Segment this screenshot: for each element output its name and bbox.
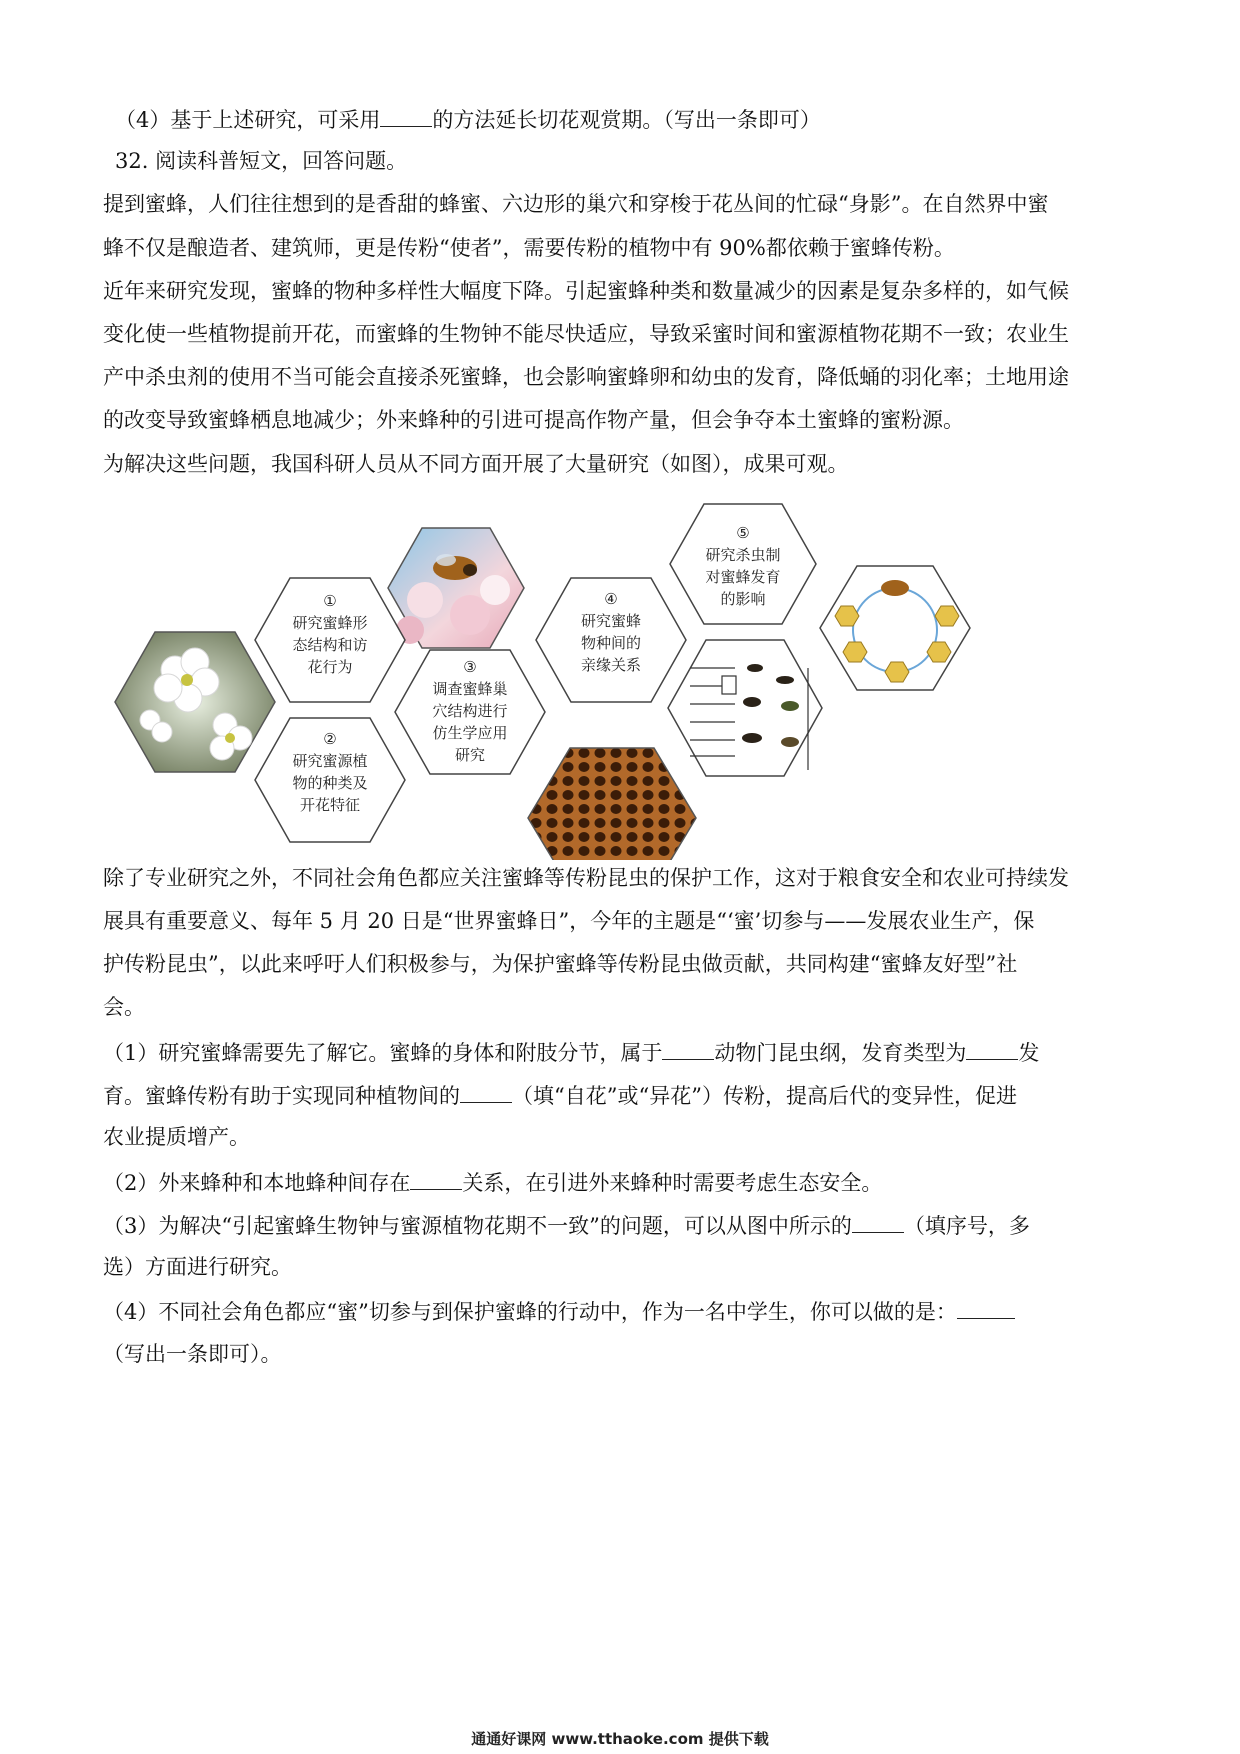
q4-text-a: （4）不同社会角色都应“蜜”切参与到保护蜜蜂的行动中，作为一名中学生，你可以做的是： xyxy=(103,1300,957,1324)
q3-text-a: （3）为解决“引起蜜蜂生物钟与蜜源植物花期不一致”的问题，可以从图中所示的 xyxy=(103,1214,852,1238)
honeycomb-image xyxy=(528,748,696,860)
q32-title: 32. 阅读科普短文，回答问题。 xyxy=(115,149,408,173)
item-2-line3: 开花特征 xyxy=(299,796,361,814)
item-4-line2: 物种间的 xyxy=(580,634,642,652)
item-1-line2: 态结构和访 xyxy=(292,636,368,654)
q2-line xyxy=(103,1171,882,1194)
answer-blank-pollination[interactable] xyxy=(460,1084,512,1103)
q4-line2: （写出一条即可）。 xyxy=(103,1342,282,1366)
q1-text-e: （填“自花”或“异花”）传粉，提高后代的变异性，促进 xyxy=(512,1084,1017,1108)
para4-line4: 会。 xyxy=(103,995,145,1019)
research-item-4 xyxy=(536,578,686,702)
q1-text-c: 发 xyxy=(1018,1041,1040,1065)
answer-blank-phylum[interactable] xyxy=(662,1041,714,1060)
bee-on-blossom-image xyxy=(388,528,524,648)
research-item-3 xyxy=(395,650,545,774)
para2-line2: 变化使一些植物提前开花，而蜜蜂的生物钟不能尽快适应，导致采蜜时间和蜜源植物花期不一致；农业生 xyxy=(103,322,1069,346)
bee-research-figure xyxy=(0,480,1240,860)
q1-line1 xyxy=(103,1041,1039,1064)
item-5-line2: 对蜜蜂发育 xyxy=(705,568,781,586)
item-3-line3: 仿生学应用 xyxy=(432,724,508,742)
para1-line2: 蜂不仅是酿造者、建筑师，更是传粉“使者”，需要传粉的植物中有 90%都依赖于蜜蜂传粉。 xyxy=(103,236,955,260)
q3-line2: 选）方面进行研究。 xyxy=(103,1255,292,1279)
item-5-line3: 的影响 xyxy=(720,590,766,608)
item-2-line1: 研究蜜源植 xyxy=(292,752,368,770)
white-flowers-image xyxy=(115,632,275,772)
phylogenetic-tree-image xyxy=(668,640,822,776)
item-2-number: ② xyxy=(323,730,337,748)
q1-text-d: 育。蜜蜂传粉有助于实现同种植物间的 xyxy=(103,1084,460,1108)
research-item-2 xyxy=(255,718,405,842)
q31-4-text-b: 的方法延长切花观赏期。（写出一条即可） xyxy=(432,108,821,132)
q1-line2 xyxy=(103,1084,1017,1107)
item-3-number: ③ xyxy=(463,658,477,676)
q1-line3: 农业提质增产。 xyxy=(103,1125,250,1149)
page-footer: 通通好课网 www.tthaoke.com 提供下载 xyxy=(471,1730,769,1748)
answer-blank-development[interactable] xyxy=(966,1041,1018,1060)
para2-line3: 产中杀虫剂的使用不当可能会直接杀死蜜蜂，也会影响蜜蜂卵和幼虫的发育，降低蛹的羽化率；土地用途 xyxy=(103,365,1069,389)
answer-blank-action[interactable] xyxy=(957,1300,1015,1319)
answer-blank-relationship[interactable] xyxy=(410,1171,462,1190)
q1-text-b: 动物门昆虫纲，发育类型为 xyxy=(714,1041,967,1065)
answer-blank-sequence[interactable] xyxy=(852,1214,904,1233)
q31-4-text-a: （4）基于上述研究，可采用 xyxy=(115,108,381,132)
para3-line1: 为解决这些问题，我国科研人员从不同方面开展了大量研究（如图），成果可观。 xyxy=(103,452,849,476)
para2-line4: 的改变导致蜜蜂栖息地减少；外来蜂种的引进可提高作物产量，但会争夺本土蜜蜂的蜜粉源。 xyxy=(103,408,964,432)
item-5-number: ⑤ xyxy=(736,524,750,542)
item-1-line1: 研究蜜蜂形 xyxy=(292,614,368,632)
q2-text-b: 关系，在引进外来蜂种时需要考虑生态安全。 xyxy=(462,1171,883,1195)
q2-text-a: （2）外来蜂种和本地蜂种间存在 xyxy=(103,1171,411,1195)
item-3-line2: 穴结构进行 xyxy=(432,702,508,720)
item-4-line1: 研究蜜蜂 xyxy=(580,612,642,630)
q1-text-a: （1）研究蜜蜂需要先了解它。蜜蜂的身体和附肢分节，属于 xyxy=(103,1041,663,1065)
para2-line1: 近年来研究发现，蜜蜂的物种多样性大幅度下降。引起蜜蜂种类和数量减少的因素是复杂多样的，如气候 xyxy=(103,279,1069,303)
item-2-line2: 物的种类及 xyxy=(292,774,368,792)
item-5-line1: 研究杀虫制 xyxy=(705,546,781,564)
para4-line2: 展具有重要意义、每年 5 月 20 日是“世界蜜蜂日”，今年的主题是“‘蜜’切参与——发展农业生产，保 xyxy=(103,909,1035,933)
item-3-line4: 研究 xyxy=(454,746,486,764)
item-4-number: ④ xyxy=(604,590,618,608)
item-3-line1: 调查蜜蜂巢 xyxy=(432,680,508,698)
item-4-line3: 亲缘关系 xyxy=(580,656,642,674)
q3-text-b: （填序号，多 xyxy=(903,1214,1030,1238)
q4-line1 xyxy=(103,1300,1015,1323)
para4-line3: 护传粉昆虫”，以此来呼吁人们积极参与，为保护蜜蜂等传粉昆虫做贡献，共同构建“蜜蜂友好型”社 xyxy=(103,952,1018,976)
item-1-number: ① xyxy=(323,592,337,610)
q3-line1 xyxy=(103,1214,1030,1237)
q31-4-line xyxy=(115,108,821,131)
para1-line1: 提到蜜蜂，人们往往想到的是香甜的蜂蜜、六边形的巢穴和穿梭于花丛间的忙碌“身影”。在自然界中蜜 xyxy=(103,192,1049,216)
answer-blank[interactable] xyxy=(380,108,432,127)
research-item-1 xyxy=(255,578,405,702)
para4-line1: 除了专业研究之外，不同社会角色都应关注蜜蜂等传粉昆虫的保护工作，这对于粮食安全和农业可持续发 xyxy=(103,866,1069,890)
research-item-5 xyxy=(670,504,816,624)
bee-life-cycle-image xyxy=(820,566,970,690)
item-1-line3: 花行为 xyxy=(307,658,353,676)
